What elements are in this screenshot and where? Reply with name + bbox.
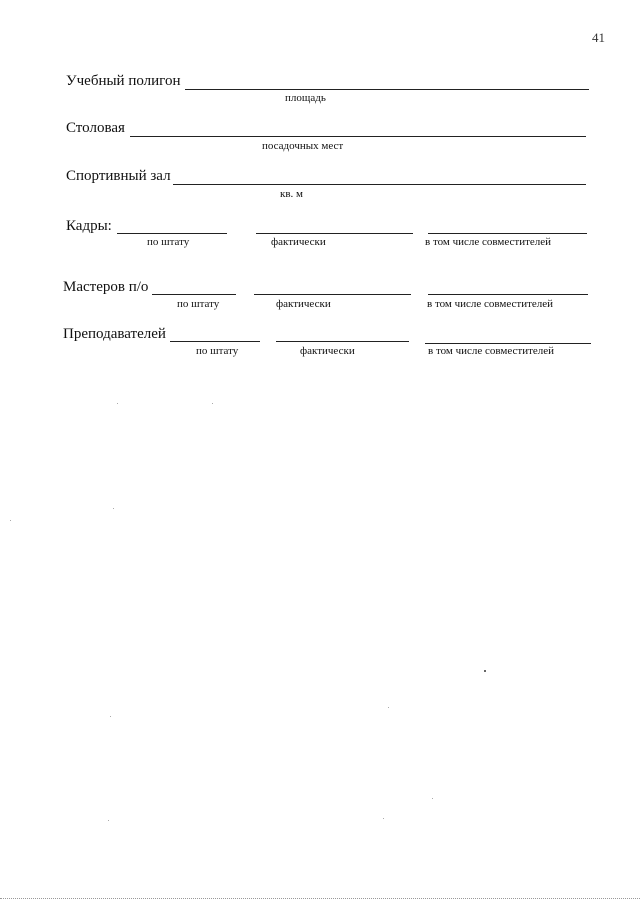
cadres-actual-caption: фактически bbox=[271, 236, 326, 248]
scan-speck bbox=[108, 820, 109, 821]
scan-speck bbox=[117, 403, 118, 404]
cadres-part-time-caption: в том числе совместителей bbox=[425, 236, 552, 248]
cadres-label: Кадры: bbox=[66, 218, 112, 234]
cadres-by-staff-field[interactable] bbox=[117, 233, 227, 234]
scan-speck bbox=[110, 716, 111, 717]
scan-edge-line bbox=[0, 898, 640, 899]
teachers-by-staff-field[interactable] bbox=[170, 341, 260, 342]
canteen-field[interactable] bbox=[130, 136, 586, 137]
scan-speck bbox=[113, 508, 114, 509]
scan-speck bbox=[484, 670, 486, 672]
scan-speck bbox=[383, 818, 384, 819]
scan-speck bbox=[388, 707, 389, 708]
canteen-label: Столовая bbox=[66, 120, 125, 136]
sports-hall-field[interactable] bbox=[173, 184, 586, 185]
masters-part-time-caption: в том числе совместителей bbox=[427, 298, 554, 310]
masters-actual-field[interactable] bbox=[254, 294, 411, 295]
sports-hall-caption: кв. м bbox=[280, 188, 303, 200]
training-ground-label: Учебный полигон bbox=[66, 73, 181, 89]
masters-by-staff-field[interactable] bbox=[152, 294, 236, 295]
teachers-part-time-field[interactable] bbox=[425, 343, 591, 344]
masters-label: Мастеров п/о bbox=[63, 279, 149, 295]
training-ground-caption: площадь bbox=[285, 92, 326, 104]
teachers-actual-caption: фактически bbox=[300, 345, 355, 357]
teachers-actual-field[interactable] bbox=[276, 341, 409, 342]
page-number: 41 bbox=[592, 30, 605, 45]
cadres-part-time-field[interactable] bbox=[428, 233, 587, 234]
cadres-actual-field[interactable] bbox=[256, 233, 413, 234]
masters-part-time-field[interactable] bbox=[428, 294, 588, 295]
sports-hall-label: Спортивный зал bbox=[66, 168, 171, 184]
canteen-caption: посадочных мест bbox=[262, 140, 344, 152]
teachers-part-time-caption: в том числе совместителей bbox=[428, 345, 555, 357]
scan-speck bbox=[10, 520, 11, 521]
scan-speck bbox=[432, 798, 433, 799]
masters-actual-caption: фактически bbox=[276, 298, 331, 310]
scan-speck bbox=[212, 403, 213, 404]
teachers-label: Преподавателей bbox=[63, 326, 166, 342]
cadres-by-staff-caption: по штату bbox=[147, 236, 190, 248]
training-ground-field[interactable] bbox=[185, 89, 589, 90]
masters-by-staff-caption: по штату bbox=[177, 298, 220, 310]
teachers-by-staff-caption: по штату bbox=[196, 345, 239, 357]
